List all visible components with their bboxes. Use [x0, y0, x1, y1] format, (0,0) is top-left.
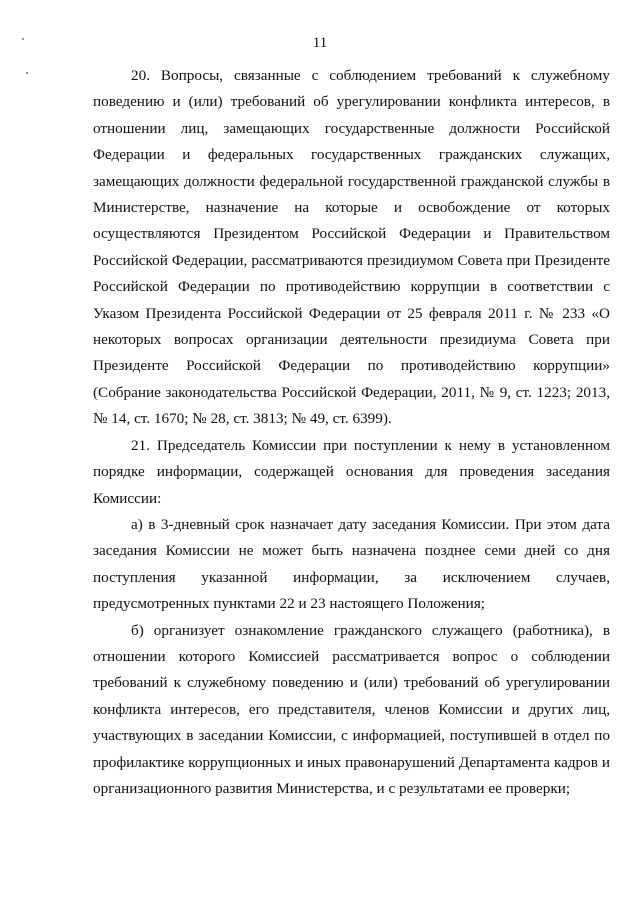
subparagraph-a: а) в 3-дневный срок назначает дату заседания Комиссии. При этом дата заседания Комиссии не может быть назначена позднее семи дней со дня поступления указанной информации, за исключением случаев, предусмотренных пунктами 22 и 23 настоящего Положения;	[93, 515, 610, 613]
subparagraph-b: б) организует ознакомление гражданского служащего (работника), в отношении которого Комиссией рассматривается вопрос о соблюдении требований к служебному поведению и (или) требований об урегулировании конфликта интересов, его представителя, членов Комиссии и других лиц, участвующих в заседании Комиссии, с информацией, поступившей в отдел по профилактике коррупционных и иных правонарушений Департамента кадров и организационного развития Министерства, и с результатами ее проверки;	[93, 621, 610, 797]
paragraph-20: 20. Вопросы, связанные с соблюдением требований к служебному поведению и (или) требований об урегулировании конфликта интересов, в отношении лиц, замещающих государственные должности Российской Федерации и федеральных государственных гражданских служащих, замещающих должности федеральной государственной гражданской службы в Министерстве, назначение на которые и освобождение от которых осуществляются Президентом Российской Федерации и Правительством Российской Федерации, рассматриваются президиумом Совета при Президенте Российской Федерации по противодействию коррупции в соответствии с Указом Президента Российской Федерации от 25 февраля 2011 г. № 233 «О некоторых вопросах организации деятельности президиума Совета при Президенте Российской Федерации по противодействию коррупции» (Собрание законодательства Российской Федерации, 2011, № 9, ст. 1223; 2013, № 14, ст. 1670; № 28, ст. 3813; № 49, ст. 6399).	[93, 67, 610, 428]
scan-speck	[26, 72, 28, 74]
page-number: 11	[312, 35, 328, 51]
paragraph-21: 21. Председатель Комиссии при поступлении к нему в установленном порядке информации, содержащей основания для проведения заседания Комиссии:	[93, 436, 610, 507]
document-body	[93, 63, 610, 802]
